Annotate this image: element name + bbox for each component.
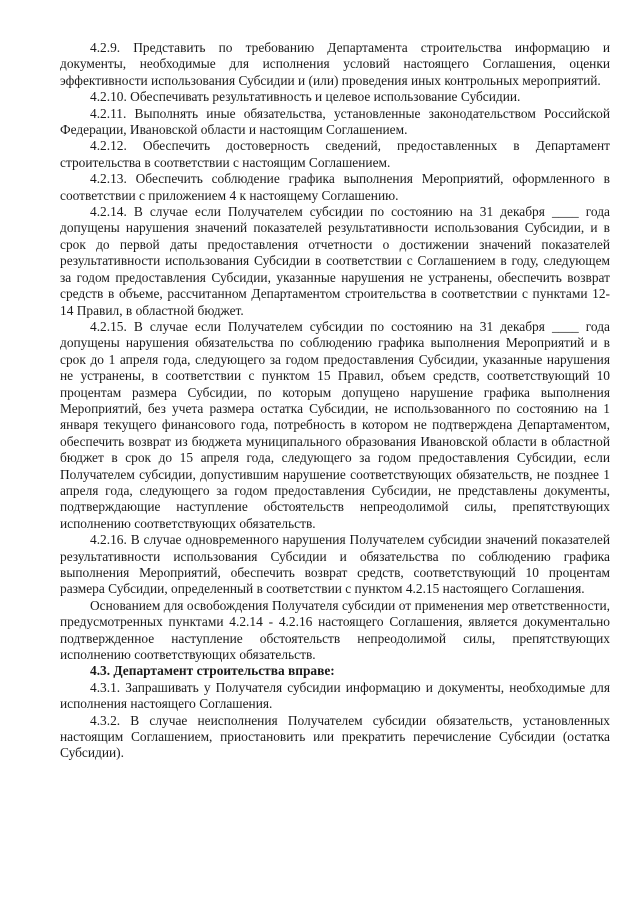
clause-4-2-11: 4.2.11. Выполнять иные обязательства, установленные законодательством Российской Федерации, Ивановской области и настоящим Соглашением. (60, 105, 610, 138)
clause-4-2-9: 4.2.9. Представить по требованию Департамента строительства информацию и документы, необходимые для исполнения условий настоящего Соглашения, оценки эффективности использования Субсидии и (или) проведения иных контрольных мероприятий. (60, 40, 610, 88)
clause-4-3-2: 4.3.2. В случае неисполнения Получателем субсидии обязательств, установленных настоящим Соглашением, приостановить или прекратить перечисление Субсидии (остатка Субсидии). (60, 712, 610, 761)
clause-4-2-10: 4.2.10. Обеспечивать результативность и целевое использование Субсидии. (90, 89, 521, 105)
clause-4-2-14: 4.2.14. В случае если Получателем субсидии по состоянию на 31 декабря ____ года допущены нарушения значений показателей результативности использования Субсидии, и в срок до первой даты предоставления отчетности о достижении значений показателей результативности использования Субсидии в соответствии с Соглашением в году, следующем за годом предоставления Субсидии, указанные нарушения не устранены, обеспечить возврат средств в объеме, рассчитанном Департаментом строительства в соответствии с пунктами 12-14 Правил, в областной бюджет. (60, 204, 610, 318)
liability-release-paragraph: Основанием для освобождения Получателя субсидии от применения мер ответственности, предусмотренных пунктами 4.2.14 - 4.2.16 настоящего Соглашения, является документально подтвержденное наступление обстоятельств непреодолимой силы, препятствующих исполнению соответствующих обязательств. (60, 597, 610, 663)
clause-4-2-15: 4.2.15. В случае если Получателем субсидии по состоянию на 31 декабря ____ года допущены нарушения обязательства по соблюдению графика выполнения Мероприятий и в срок до 1 апреля года, следующего за годом предоставления Субсидии, указанные нарушения не устранены, в соответствии с пунктом 15 Правил, объем средств, соответствующий 10 процентам размера Субсидии, по которым допущено нарушение графика выполнения Мероприятий, без учета размера остатка Субсидии, не использованного по состоянию на 1 января текущего финансового года, потребность в котором не подтверждена Департаментом, обеспечить возврат из бюджета муниципального образования Ивановской области в областной бюджет в срок до 15 апреля года, следующего за годом предоставления Субсидии, если Получателем субсидии, допустившим нарушение соответствующих обязательств, не позднее 1 апреля года, следующего за годом предоставления Субсидии, не представлены документы, подтверждающие наступление обстоятельств непреодолимой силы, препятствующих исполнению соответствующих обязательств. (60, 318, 610, 531)
clause-4-2-16: 4.2.16. В случае одновременного нарушения Получателем субсидии значений показателей результативности использования Субсидии и обязательства по соблюдению графика выполнения Мероприятий, обеспечить возврат средств, соответствующий 10 процентам размера Субсидии, определенный в соответствии с пунктом 4.2.15 настоящего Соглашения. (60, 532, 610, 597)
clause-4-2-13: 4.2.13. Обеспечить соблюдение графика выполнения Мероприятий, оформленного в соответствии с приложением 4 к настоящему Соглашению. (60, 171, 610, 203)
section-heading-4-3: 4.3. Департамент строительства вправе: (90, 663, 335, 679)
clause-4-3-1: 4.3.1. Запрашивать у Получателя субсидии информацию и документы, необходимые для исполнения настоящего Соглашения. (60, 679, 610, 712)
clause-4-2-12: 4.2.12. Обеспечить достоверность сведений, предоставленных в Департамент строительства в соответствии с настоящим Соглашением. (60, 138, 610, 170)
